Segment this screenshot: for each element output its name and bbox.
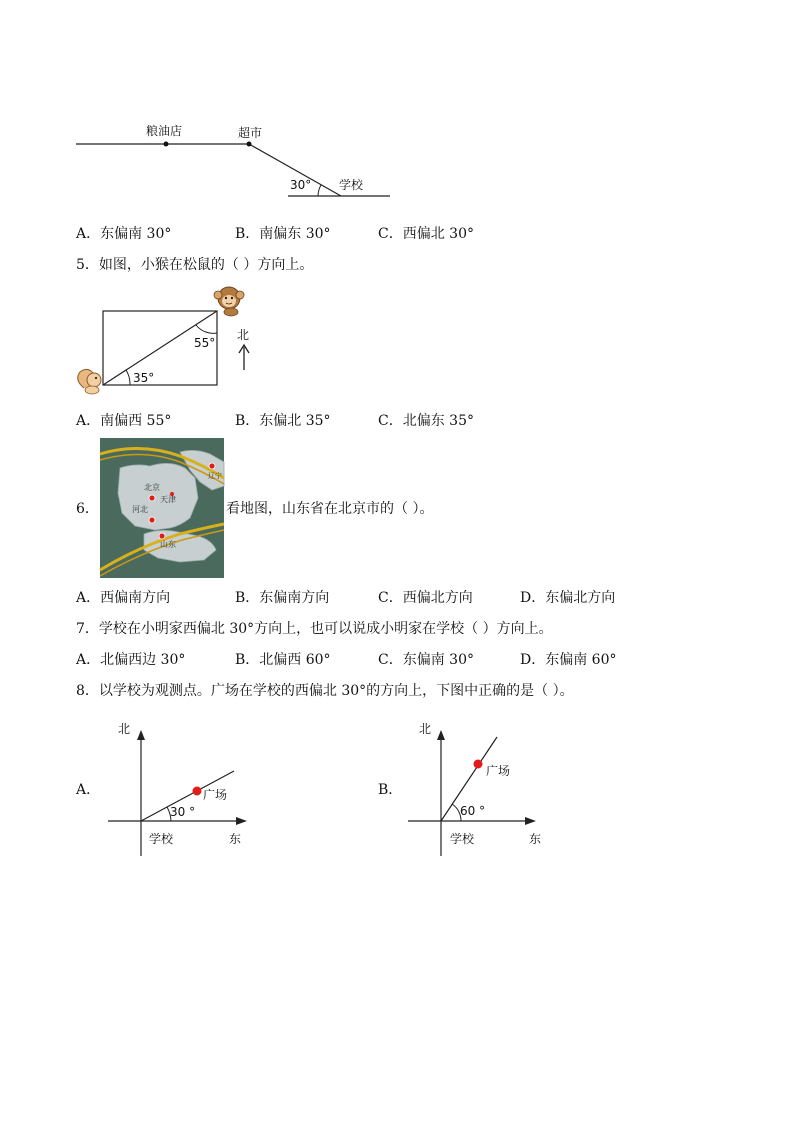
- q6-option-a[interactable]: A．西偏南方向: [76, 590, 171, 606]
- q6-number: 6．: [76, 501, 99, 517]
- map-label-hebei: 河北: [132, 505, 148, 514]
- q5-option-c[interactable]: C．北偏东 35°: [378, 413, 474, 429]
- a-north-label: 北: [118, 722, 131, 736]
- q4-option-c[interactable]: C．西偏北 30°: [378, 226, 474, 242]
- map-label-tianjin: 天津: [160, 495, 176, 504]
- q8-text: 8．以学校为观测点。广场在学校的西偏北 30°的方向上，下图中正确的是（ ）。: [76, 683, 574, 699]
- b-north-arrowhead: [437, 730, 445, 740]
- map-label-liaoning: 辽宁: [208, 472, 222, 480]
- a-point-label: 广场: [203, 788, 228, 802]
- b-east-label: 东: [529, 832, 542, 846]
- q5-option-b[interactable]: B．东偏北 35°: [235, 413, 331, 429]
- b-north-label: 北: [419, 722, 432, 736]
- q6-option-b[interactable]: B．东偏南方向: [235, 590, 330, 606]
- label-market: 超市: [238, 126, 263, 140]
- q5-option-a[interactable]: A．南偏西 55°: [76, 413, 172, 429]
- q5-angle-bottom: 35°: [133, 371, 155, 385]
- q7-option-d[interactable]: D．东偏南 60°: [520, 652, 617, 668]
- label-school: 学校: [339, 178, 364, 192]
- q7-text: 7．学校在小明家西偏北 30°方向上，也可以说成小明家在学校（ ）方向上。: [76, 621, 553, 637]
- a-origin-label: 学校: [149, 832, 174, 846]
- q7-option-c[interactable]: C．东偏南 30°: [378, 652, 474, 668]
- q4-option-b[interactable]: B．南偏东 30°: [235, 226, 331, 242]
- b-origin-label: 学校: [450, 832, 475, 846]
- label-shop: 粮油店: [146, 124, 183, 138]
- q6-text: 看地图，山东省在北京市的（ ）。: [226, 501, 434, 517]
- label-angle-q4: 30°: [290, 178, 312, 192]
- q4-option-a[interactable]: A．东偏南 30°: [76, 226, 172, 242]
- a-angle-label: 30 °: [170, 805, 196, 819]
- q6-option-d[interactable]: D．东偏北方向: [520, 590, 616, 606]
- q5-angle-top: 55°: [194, 336, 216, 350]
- q6-option-c[interactable]: C．西偏北方向: [378, 590, 473, 606]
- q5-north-label: 北: [237, 328, 250, 342]
- map-label-beijing: 北京: [144, 483, 160, 492]
- b-east-arrowhead: [525, 817, 536, 825]
- q8-option-b-letter: B．: [378, 782, 403, 798]
- b-angle-label: 60 °: [460, 804, 486, 818]
- map-label-shandong: 山东: [160, 540, 176, 549]
- q5-text: 5．如图，小猴在松鼠的（ ）方向上。: [76, 257, 314, 273]
- q7-option-a[interactable]: A．北偏西边 30°: [76, 652, 186, 668]
- q7-option-b[interactable]: B．北偏西 60°: [235, 652, 331, 668]
- q8-option-a-letter: A．: [76, 782, 101, 798]
- b-point-label: 广场: [486, 764, 511, 778]
- b-square-point: [474, 760, 483, 769]
- a-east-label: 东: [229, 832, 242, 846]
